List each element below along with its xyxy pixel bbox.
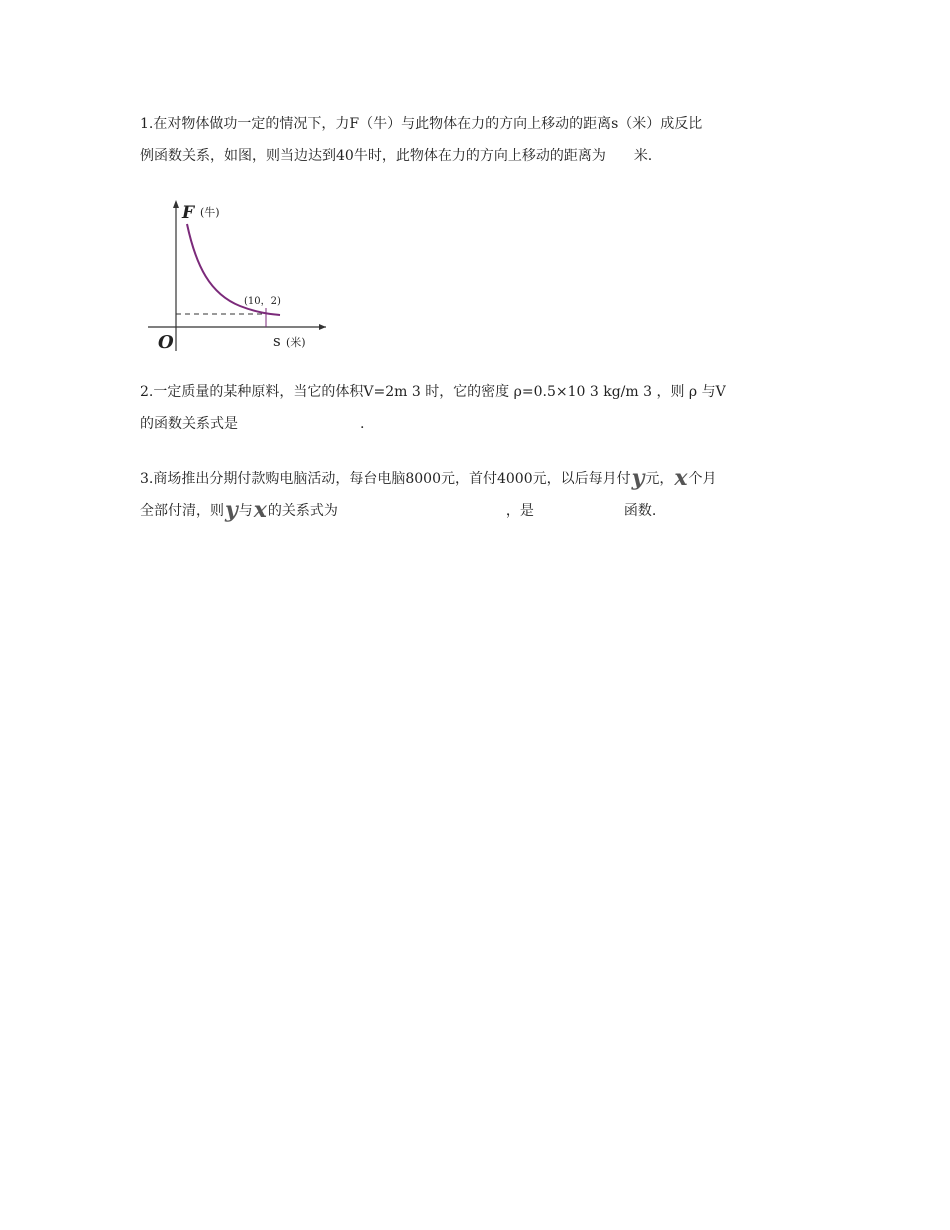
- x-axis-arrow: [319, 324, 326, 330]
- question-3-relation: 的关系式为: [267, 503, 338, 519]
- x-axis-unit: (米): [286, 336, 306, 349]
- question-1-unit: 米.: [633, 148, 653, 164]
- question-1-line-1: 1.在对物体做功一定的情况下，力F（牛）与此物体在力的方向上移动的距离s（米）成反比: [140, 116, 703, 132]
- question-2-line-1: 2.一定质量的某种原料，当它的体积V=2m 3 时，它的密度 ρ=0.5×10 3 kg/m 3 ，则 ρ 与V: [140, 384, 726, 400]
- question-3-line-1: [140, 463, 717, 495]
- question-3-yuan: 元，: [645, 471, 674, 487]
- question-1-line-2-text: 例函数关系，如图，则当边达到40牛时，此物体在力的方向上移动的距离为: [140, 148, 606, 164]
- question-1-line-2: [140, 140, 702, 172]
- question-1: [140, 108, 702, 172]
- variable-y-2: y: [225, 497, 238, 523]
- origin-label: O: [158, 332, 174, 353]
- y-axis-arrow: [173, 200, 179, 208]
- question-3-line-2: [140, 495, 717, 527]
- variable-y: y: [631, 465, 645, 491]
- question-2-line-2: [140, 408, 726, 440]
- question-2: [140, 376, 726, 440]
- question-2-line-2-text: 的函数关系式是: [140, 416, 238, 432]
- y-axis-unit: (牛): [200, 206, 220, 219]
- variable-x: x: [674, 465, 688, 491]
- variable-x-2: x: [253, 497, 267, 523]
- question-2-period: .: [360, 416, 365, 432]
- question-3-function: 函数.: [623, 503, 657, 519]
- point-label: (10，2): [244, 296, 281, 307]
- inverse-proportion-graph: [140, 196, 330, 356]
- question-3-and: 与: [238, 503, 253, 519]
- x-axis-label: s: [273, 332, 281, 350]
- question-3-line-1-text: 3.商场推出分期付款购电脑活动，每台电脑8000元，首付4000元，以后每月付: [140, 471, 631, 487]
- question-3-months: 个月: [688, 471, 717, 487]
- question-3-is: ，是: [505, 503, 534, 519]
- y-axis-label: F: [182, 203, 195, 223]
- question-3-line-2-text: 全部付清，则: [140, 503, 224, 519]
- question-3: [140, 463, 717, 527]
